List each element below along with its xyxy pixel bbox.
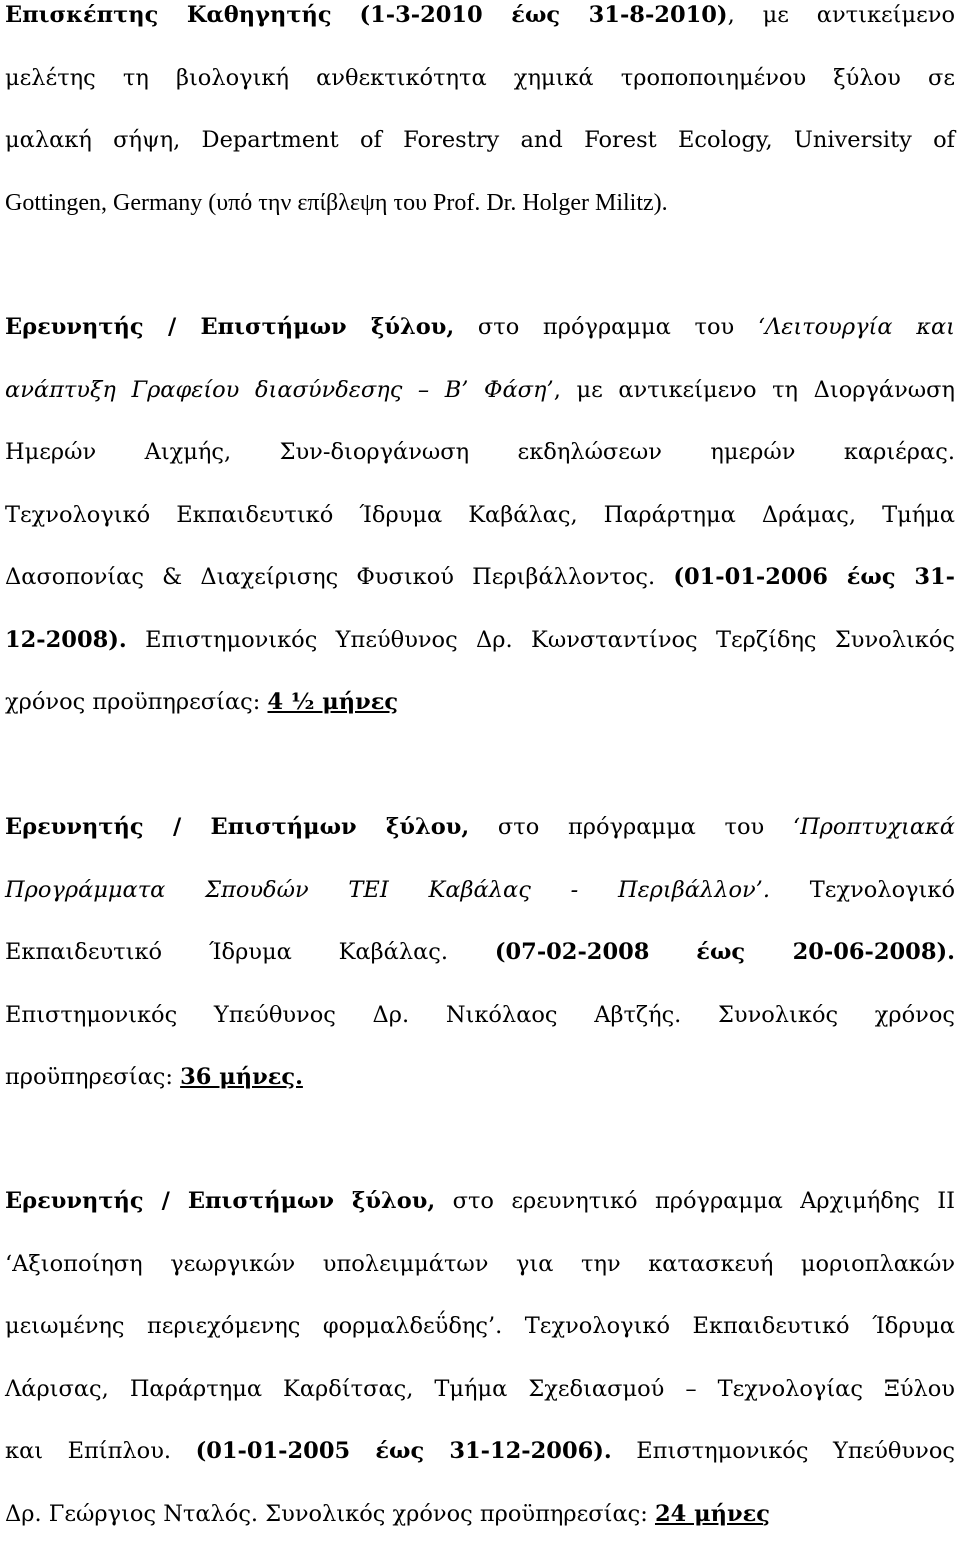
entry-dates: (07-02-2008 (495, 939, 650, 965)
entry-text: στο πρόγραμμα του (498, 814, 764, 840)
entry-role: Ερευνητής / Επιστήμων ξύλου, (5, 314, 454, 340)
entry-line (5, 609, 955, 672)
entry-dates: 12-2008). (5, 627, 127, 653)
entry-text: Επιστημονικός Υπεύθυνος Δρ. Κωνσταντίνος Τερζίδης Συνολικός (145, 627, 955, 653)
entry-line (5, 359, 955, 422)
entry-text: στο ερευνητικό πρόγραμμα Αρχιμήδης ΙΙ (453, 1188, 955, 1214)
entry-text: , με αντικείμενο (728, 2, 955, 28)
entry-text: Επιστημονικός Υπεύθυνος Δρ. Νικόλαος Αβτζής. (5, 1002, 681, 1028)
entry-line (5, 1046, 955, 1109)
entry-line (5, 546, 955, 609)
duration: 4 ½ μήνες (268, 689, 399, 715)
duration: 24 μήνες (655, 1501, 770, 1527)
entry-line: Τεχνολογικό Εκπαιδευτικό Ίδρυμα Καβάλας, Παράρτημα Δράμας, Τμήμα (5, 484, 955, 547)
entry-line: Λάρισας, Παράρτημα Καρδίτσας, Τμήμα Σχεδιασμού – Τεχνολογίας Ξύλου (5, 1358, 955, 1421)
entry-role: Επισκέπτης Καθηγητής (5, 2, 332, 28)
entry-visiting-professor (5, 0, 955, 234)
entry-line (5, 1170, 955, 1233)
entry-dates: (01-01-2005 έως 31-12-2006). (196, 1438, 612, 1464)
entry-researcher-undergrad-programs (5, 796, 955, 1109)
entry-text: Δασοπονίας & Διαχείρισης Φυσικού Περιβάλλοντος. (5, 564, 655, 590)
entry-dates: (1-3-2010 έως 31-8-2010) (359, 2, 727, 28)
entry-line: μειωμένης περιεχόμενης φορμαλδεΰδης’. Τεχνολογικό Εκπαιδευτικό Ίδρυμα (5, 1295, 955, 1358)
entry-line (5, 1483, 955, 1545)
entry-line: ‘Αξιοποίηση γεωργικών υπολειμμάτων για την κατασκευή μοριοπλακών (5, 1233, 955, 1296)
entry-text: Εκπαιδευτικό Ίδρυμα Καβάλας. (5, 939, 448, 965)
duration: 36 μήνες. (180, 1064, 303, 1090)
entry-line (5, 984, 955, 1047)
entry-text: Gottingen, Germany (υπό την επίβλεψη του Prof. Dr. Holger Militz). (5, 190, 668, 216)
program-title: Προγράμματα Σπουδών ΤΕΙ Καβάλας - Περιβάλλον’. (5, 877, 770, 903)
entry-text: Τεχνολογικό (810, 877, 955, 903)
entry-text: και Επίπλου. (5, 1438, 171, 1464)
entry-dates: έως 20-06-2008). (696, 939, 955, 965)
entry-line (5, 921, 955, 984)
entry-role: Ερευνητής / Επιστήμων ξύλου, (5, 814, 469, 840)
entry-line: μελέτης τη βιολογική ανθεκτικότητα χημικά τροποποιημένου ξύλου σε (5, 47, 955, 110)
program-title: ‘Λειτουργία και (758, 314, 955, 340)
entry-line: Ημερών Αιχμής, Συν-διοργάνωση εκδηλώσεων ημερών καριέρας. (5, 421, 955, 484)
entry-line (5, 859, 955, 922)
entry-text: , με αντικείμενο τη Διοργάνωση (554, 377, 955, 403)
entry-line (5, 296, 955, 359)
entry-line (5, 172, 955, 235)
entry-line (5, 1420, 955, 1483)
entry-dates: (01-01-2006 έως 31- (673, 564, 955, 590)
entry-text: στο πρόγραμμα του (478, 314, 734, 340)
program-title: ανάπτυξη Γραφείου διασύνδεσης – Β’ Φάση’ (5, 377, 554, 403)
entry-text: Δρ. Γεώργιος Νταλός. Συνολικός χρόνος προϋπηρεσίας: (5, 1501, 648, 1527)
program-title: ‘Προπτυχιακά (793, 814, 955, 840)
entry-line: μαλακή σήψη, Department of Forestry and Forest Ecology, University of (5, 109, 955, 172)
entry-line (5, 0, 955, 47)
entry-text: Συνολικός χρόνος (718, 1002, 955, 1028)
entry-line (5, 796, 955, 859)
entry-researcher-archimedes (5, 1170, 955, 1545)
entry-text: Επιστημονικός Υπεύθυνος (636, 1438, 955, 1464)
entry-text: χρόνος προϋπηρεσίας: (5, 689, 260, 715)
entry-text: προϋπηρεσίας: (5, 1064, 173, 1090)
entry-role: Ερευνητής / Επιστήμων ξύλου, (5, 1188, 435, 1214)
entry-line (5, 671, 955, 734)
entry-researcher-liaison-office (5, 296, 955, 734)
